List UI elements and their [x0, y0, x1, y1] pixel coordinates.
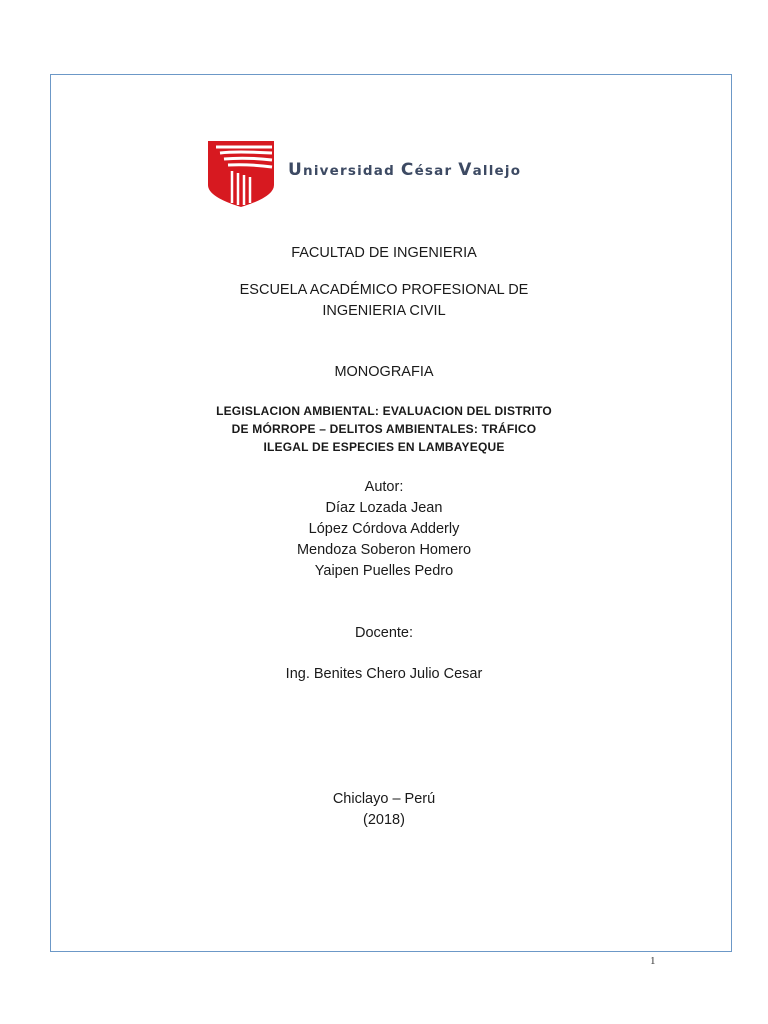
document-type: MONOGRAFIA [334, 364, 434, 380]
page-number: 1 [650, 955, 656, 967]
school-heading-line2: INGENIERIA CIVIL [322, 303, 446, 319]
title-line-3: ILEGAL DE ESPECIES EN LAMBAYEQUE [263, 440, 505, 454]
title-line-1: LEGISLACION AMBIENTAL: EVALUACION DEL DISTRITO [216, 404, 552, 418]
faculty-heading: FACULTAD DE INGENIERIA [291, 245, 477, 261]
year: (2018) [363, 812, 405, 828]
teacher-name: Ing. Benites Chero Julio Cesar [285, 666, 483, 682]
author-label: Autor: [364, 479, 404, 495]
place: Chiclayo – Perú [332, 791, 436, 807]
teacher-label: Docente: [354, 625, 414, 641]
author-name: López Córdova Adderly [308, 521, 460, 537]
author-name: Yaipen Puelles Pedro [314, 563, 454, 579]
author-name: Díaz Lozada Jean [325, 500, 443, 516]
author-name: Mendoza Soberon Homero [296, 542, 472, 558]
school-heading-line1: ESCUELA ACADÉMICO PROFESIONAL DE [239, 282, 529, 298]
university-name-wordmark: Universidad César Vallejo [288, 160, 522, 180]
title-line-2: DE MÓRROPE – DELITOS AMBIENTALES: TRÁFICO [231, 422, 537, 436]
